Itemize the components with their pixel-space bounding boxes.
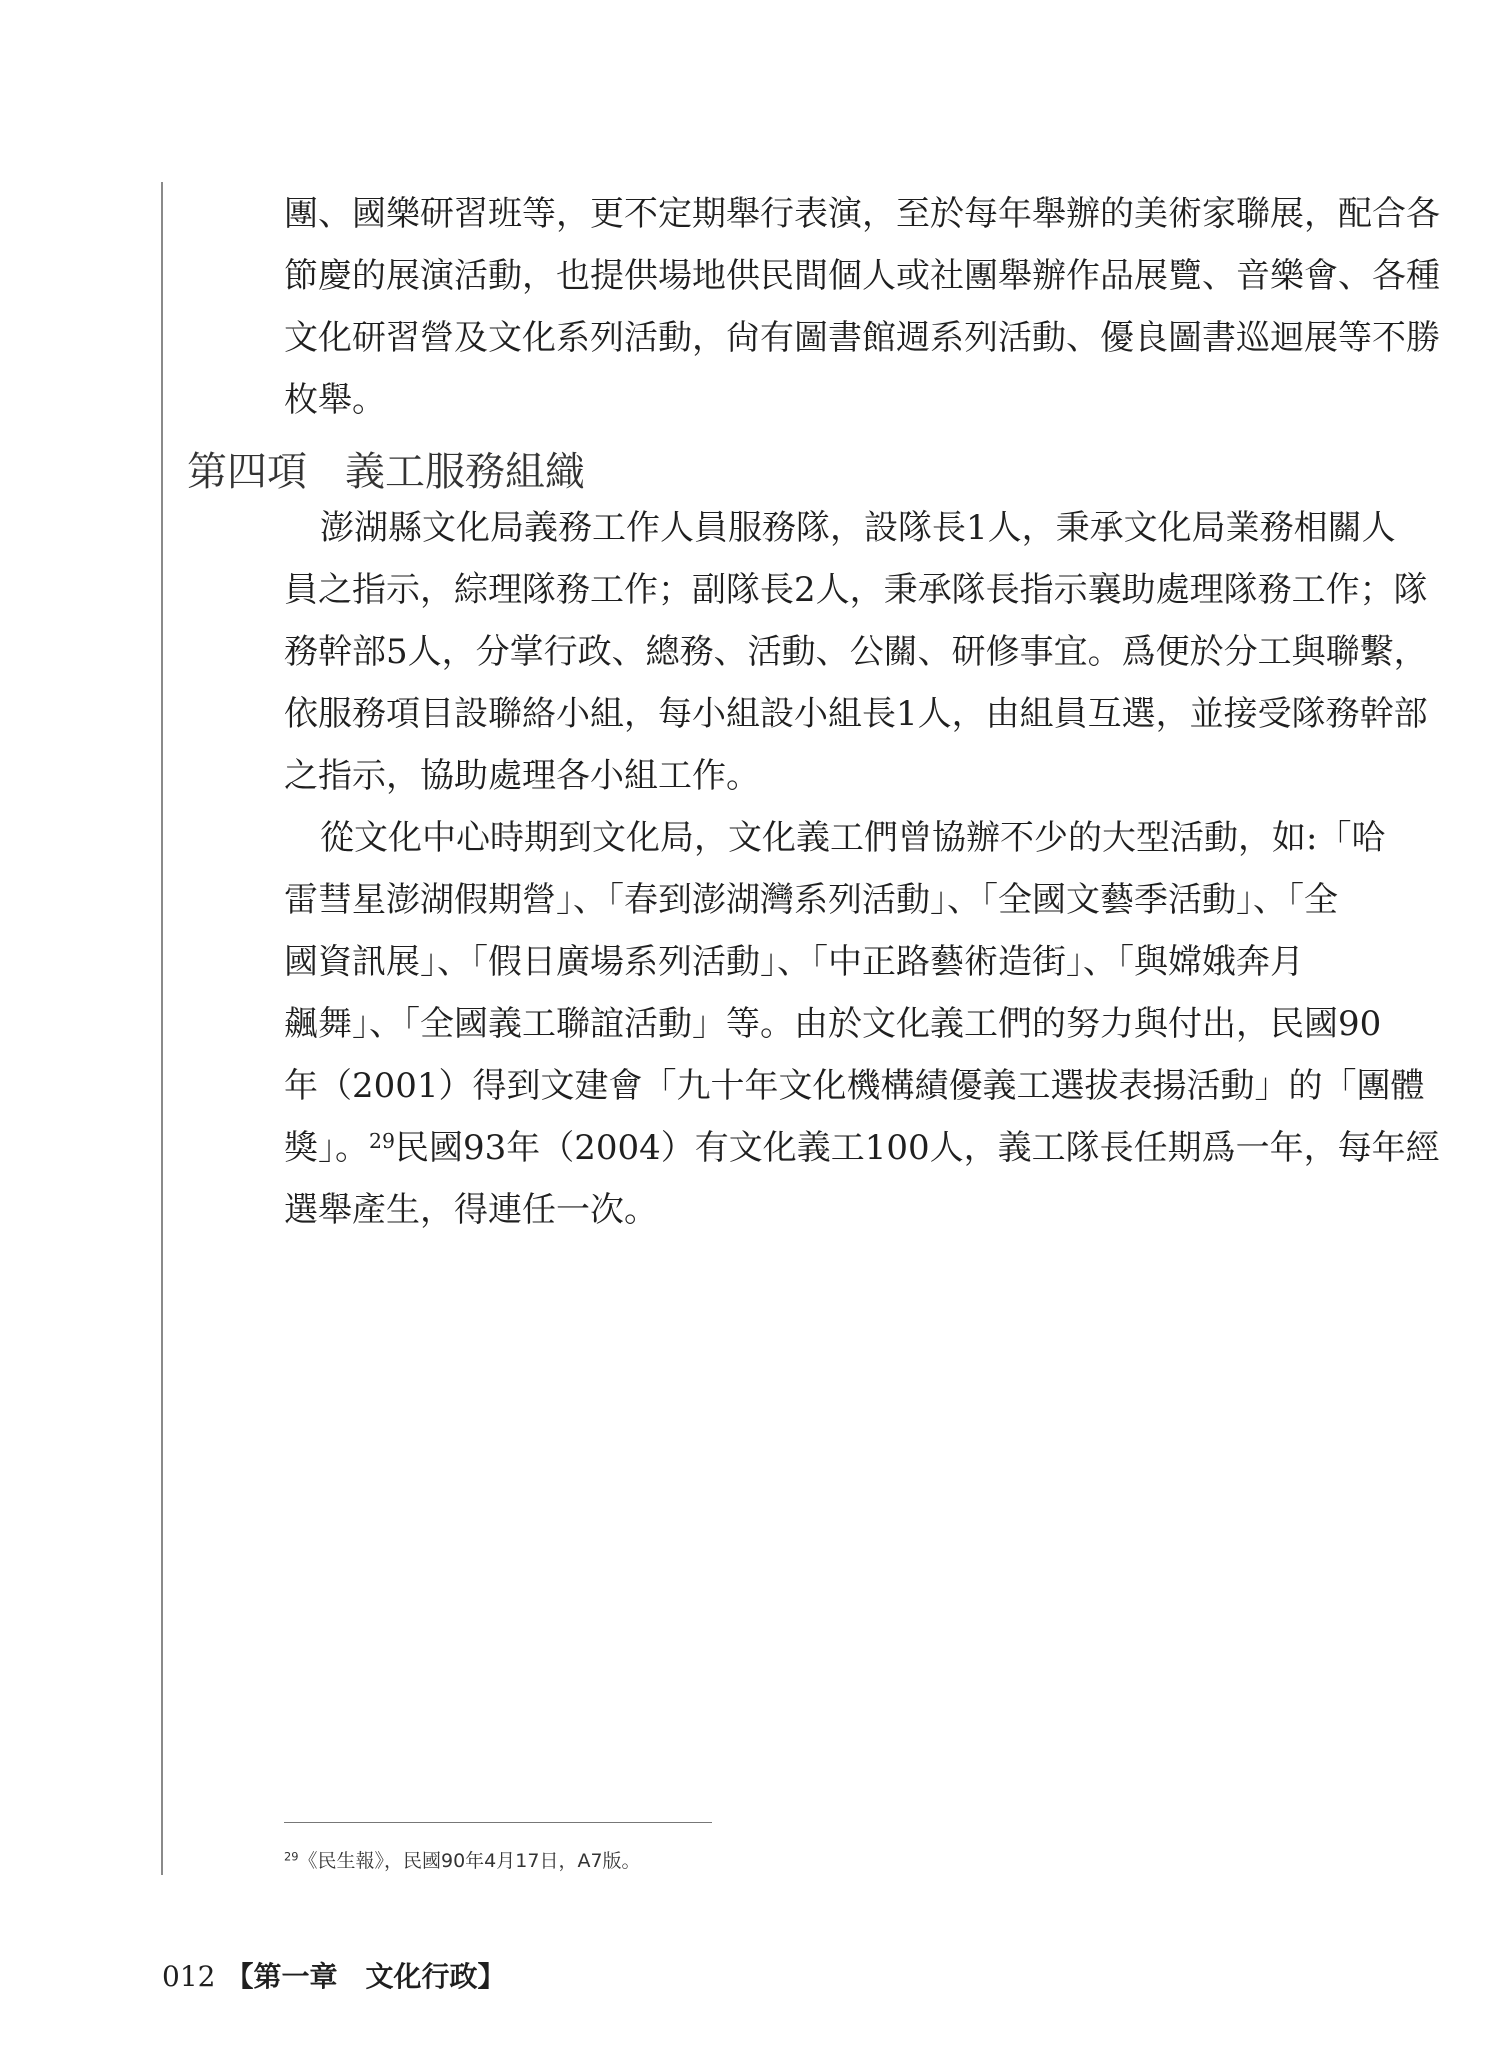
text-line: 務幹部5人，分掌行政、總務、活動、公關、研修事宜。爲便於分工與聯繫， [284, 632, 1428, 672]
text-line: 枚舉。 [284, 380, 386, 420]
text-line: 飆舞」、「全國義工聯誼活動」等。由於文化義工們的努力與付出，民國90 [284, 1004, 1382, 1044]
text-line: 國資訊展」、「假日廣場系列活動」、「中正路藝術造街」、「與嫦娥奔月 [284, 942, 1304, 982]
footnote-number: 29 [284, 1849, 299, 1864]
text-line: 選舉產生，得連任一次。 [284, 1190, 658, 1230]
footnote [284, 1848, 641, 1874]
text-line [284, 1128, 1440, 1168]
text-line: 節慶的展演活動，也提供場地供民間個人或社團舉辦作品展覽、音樂會、各種 [284, 256, 1440, 296]
section-number: 第四項 [187, 449, 307, 495]
chapter-label: 【第一章 文化行政】 [225, 1960, 506, 1993]
footnote-rule [284, 1822, 712, 1823]
text-line: 從文化中心時期到文化局，文化義工們曾協辦不少的大型活動，如:「哈 [320, 818, 1386, 858]
page-footer [162, 1960, 505, 1994]
text-line: 之指示，協助處理各小組工作。 [284, 756, 760, 796]
text-line: 依服務項目設聯絡小組，每小組設小組長1人，由組員互選，並接受隊務幹部 [284, 694, 1428, 734]
text-segment: 民國93年（2004）有文化義工100人，義工隊長任期爲一年，每年經 [394, 1128, 1440, 1168]
section-heading [187, 448, 585, 496]
left-margin-rule [161, 182, 163, 1875]
footnote-reference: 29 [369, 1128, 395, 1153]
text-line: 雷彗星澎湖假期營」、「春到澎湖灣系列活動」、「全國文藝季活動」、「全 [284, 880, 1338, 920]
text-line: 文化研習營及文化系列活動，尙有圖書館週系列活動、優良圖書巡迴展等不勝 [284, 318, 1440, 358]
page-number: 012 [162, 1960, 216, 1993]
text-line: 年（2001）得到文建會「九十年文化機構績優義工選拔表揚活動」的「團體 [284, 1066, 1425, 1106]
footnote-text: 《民生報》，民國90年4月17日，A7版。 [298, 1850, 641, 1872]
text-line: 團、國樂研習班等，更不定期舉行表演，至於每年舉辦的美術家聯展，配合各 [284, 194, 1440, 234]
text-line: 澎湖縣文化局義務工作人員服務隊，設隊長1人，秉承文化局業務相關人 [320, 508, 1396, 548]
text-line: 員之指示，綜理隊務工作；副隊長2人，秉承隊長指示襄助處理隊務工作；隊 [284, 570, 1428, 610]
section-title: 義工服務組織 [345, 449, 585, 495]
text-segment: 獎」。 [284, 1128, 369, 1168]
